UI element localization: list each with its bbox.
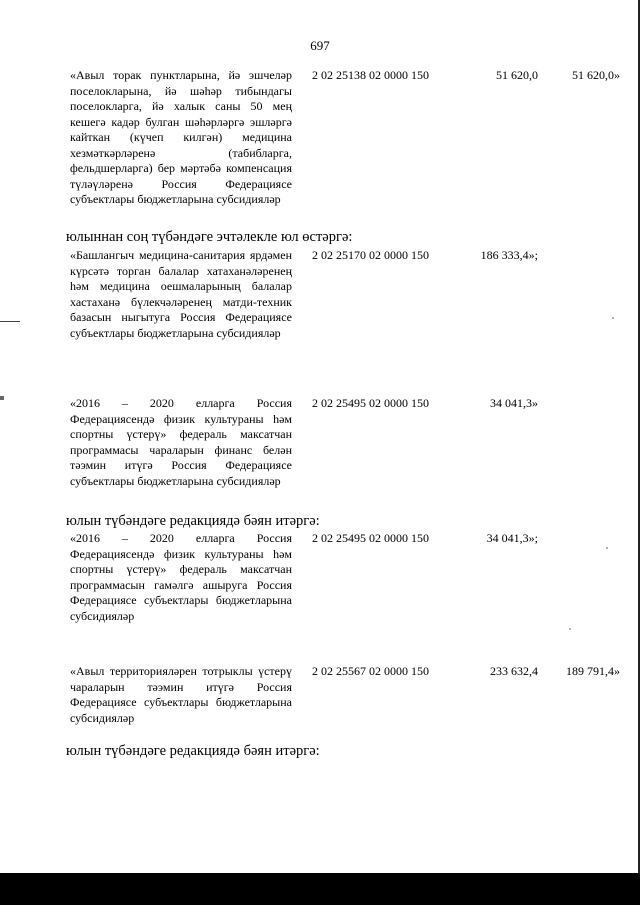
row-amount-1: 34 041,3» <box>490 396 538 410</box>
row-description: «2016 – 2020 елларга Россия Федерациясендә физик культураны һәм спортны үстерү» федераль максатчан программасын гамәлгә ашыруга Россия Федерациясе субъектлары бюджетларына субсидияләр <box>70 531 292 623</box>
row-amount-1: 233 632,4 <box>490 664 538 678</box>
amendment-instruction: юлын түбәндәге редакциядә бәян итәргә: <box>66 743 320 759</box>
scan-speck <box>569 628 571 630</box>
row-amount-1: 186 333,4»; <box>480 248 538 262</box>
scan-margin-mark <box>0 396 4 400</box>
row-code: 2 02 25138 02 0000 150 <box>312 68 429 82</box>
row-description: «Авыл территорияләрен тотрыклы үстерү чараларын тәэмин итүгә Россия Федерациясе субъектлары бюджетларына субсидияләр <box>70 664 292 725</box>
row-code: 2 02 25495 02 0000 150 <box>312 396 429 410</box>
page-number: 697 <box>310 38 330 53</box>
row-description: «2016 – 2020 елларга Россия Федерациясендә физик культураны һәм спортны үстерү» федераль максатчан программасы чараларын финанс белән тәэмин итүгә Россия Федерациясе субъектлары бюджетларына субсидияләр <box>70 396 292 488</box>
scan-speck <box>606 547 608 549</box>
row-description: «Авыл торак пунктларына, йә эшчеләр поселокларына, йә шәһәр тибындагы поселокларга, йә халык саны 50 мең кешегә кадәр булган шәһәрләргә эшләргә кайткан (күчеп килгән) медицина хезмәткәрләренә (табибларга, фельдшерларга) бер мәртәбә компенсация түләүләренә Россия Федерациясе субъектлары бюджетларына субсидияләр <box>70 68 292 206</box>
scan-speck <box>612 317 614 319</box>
row-amount-2: 189 791,4» <box>566 664 620 678</box>
row-description: «Башлангыч медицина-санитария ярдәмен күрсәтә торган балалар хатаханәләренең һәм медицина оешмаларының балалар хастаханә бүлекчәләренең матди-техник базасын ныгытуга Россия Федерациясе субъектлары бюджетларына субсидияләр <box>70 248 292 340</box>
row-code: 2 02 25495 02 0000 150 <box>312 531 429 545</box>
amendment-instruction: юлыннан соң түбәндәге эчтәлекле юл өстәргә: <box>66 229 353 245</box>
row-amount-1: 51 620,0 <box>496 68 538 82</box>
scan-bottom-band <box>0 873 640 905</box>
amendment-instruction: юлын түбәндәге редакциядә бәян итәргә: <box>66 513 320 529</box>
row-amount-1: 34 041,3»; <box>486 531 538 545</box>
scan-margin-mark <box>0 321 20 322</box>
row-code: 2 02 25567 02 0000 150 <box>312 664 429 678</box>
row-amount-2: 51 620,0» <box>572 68 620 82</box>
row-code: 2 02 25170 02 0000 150 <box>312 248 429 262</box>
